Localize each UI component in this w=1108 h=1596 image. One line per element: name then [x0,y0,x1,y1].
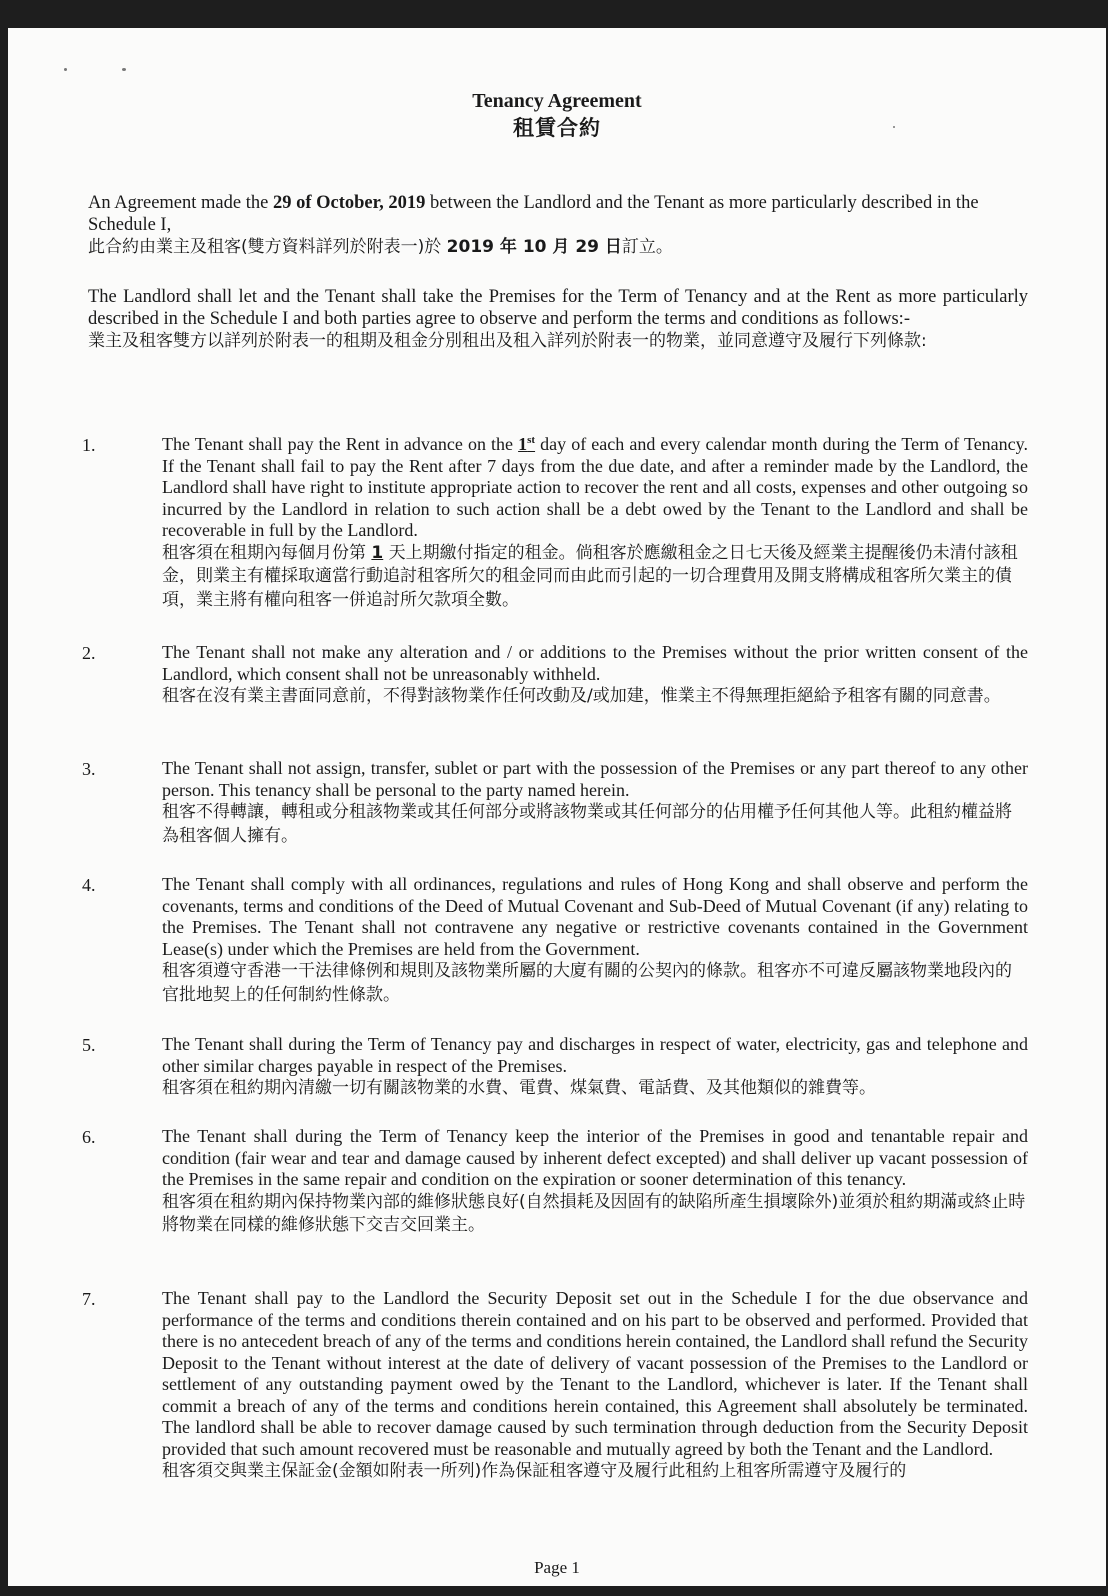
clause-number: 7. [82,1289,96,1309]
intro-paragraph-2 [88,286,1028,353]
clause-body [162,1126,1028,1238]
agreement-date: 29 of October, 2019 [272,193,426,213]
clause-text-en: The Tenant shall pay to the Landlord the Security Deposit set out in the Schedule I for the due observance and performance of the terms and conditions therein contained and on his part to be observed and performed. Provided that there is no antecedent breach of any of the terms and conditions herein contained, the Landlord shall refund the Security Deposit to the Tenant without interest at the date of delivery of vacant possession of the Premises to the Landlord or settlement of any outstanding payment owed by the Tenant to the Landlord, whichever is later. If the Tenant shall commit a breach of any of the terms and conditions herein contained, this Agreement shall absolutely be terminated. The landlord shall be able to recover damage caused by such termination through deduction from the Security Deposit provided that such amount recovered must be reasonable and mutually agreed by both the Tenant and the Landlord. [162,1288,1028,1459]
clause-text-zh [162,542,1028,613]
clause-1 [82,434,1028,612]
intro-paragraph-1 [88,192,1028,259]
clause-body [162,1034,1028,1101]
clause-body [162,1288,1028,1484]
clause-body [162,874,1028,1007]
intro-paragraph-2-en: The Landlord shall let and the Tenant shall take the Premises for the Term of Tenancy and at the Rent as more particularly described in the Schedule I and both parties agree to observe and perform the terms and conditions as follows:- [88,287,1028,329]
clause-text-zh: 租客須遵守香港一干法律條例和規則及該物業所屬的大廈有關的公契內的條款。租客亦不可違反屬該物業地段內的官批地契上的任何制約性條款。 [162,961,1012,1005]
clause-3 [82,758,1028,848]
clause-text-zh: 租客須在租約期內保持物業內部的維修狀態良好(自然損耗及因固有的缺陷所產生損壞除外)並須於租約期滿或終止時將物業在同樣的維修狀態下交吉交回業主。 [162,1191,1026,1235]
clause-text-zh: 天上期繳付指定的租金。倘租客於應繳租金之日七天後及經業主提醒後仍未清付該租金，則業主有權採取適當行動追討租客所欠的租金同而由此而引起的一切合理費用及開支將構成租客所欠業主的債項，業主將有權向租客一併追討所欠款項全數。 [162,542,1018,610]
clause-text-en: The Tenant shall during the Term of Tenancy keep the interior of the Premises in good and tenantable repair and condition (fair wear and tear and damage caused by inherent defect excepted) and shall deliver up vacant possession of the Premises in the same repair and condition on the expiration or sooner determination of this tenancy. [162,1126,1028,1189]
clause-number: 6. [82,1127,96,1147]
intro-text-zh: 訂立。 [621,237,673,257]
clause-body [162,642,1028,709]
clause-number: 5. [82,1035,96,1055]
intro-text-zh: 此合約由業主及租客(雙方資料詳列於附表一)於 [88,237,447,257]
clause-text-zh: 租客須在租約期內清繳一切有關該物業的水費、電費、煤氣費、電話費、及其他類似的雜費等。 [162,1078,876,1098]
scan-speck [122,68,126,71]
clause-text: day of each and every calendar month during the Term of Tenancy. If the Tenant shall fail to pay the Rent after 7 days from the due date, and after a reminder made by the Landlord, the Landlord shall have right to institute appropriate action to recover the rent and all costs, expenses and other outgoing so incurred by the Landlord in relation to such action shall be a debt owed by the Tenant to the Landlord and shall be recoverable in full by the Landlord. [162,434,1028,540]
clause-text-zh: 租客須交與業主保証金(金額如附表一所列)作為保証租客遵守及履行此租約上租客所需遵守及履行的 [162,1461,907,1481]
clause-number: 1. [82,435,96,455]
clause-text-en [162,434,1028,542]
clause-text-zh: 租客不得轉讓，轉租或分租該物業或其任何部分或將該物業或其任何部分的佔用權予任何其他人等。此租約權益將為租客個人擁有。 [162,802,1012,846]
clause-text: The Tenant shall pay the Rent in advance on the [162,434,519,454]
intro-text: An Agreement made the [88,193,273,213]
clause-text-en: The Tenant shall comply with all ordinances, regulations and rules of Hong Kong and shall observe and perform the covenants, terms and conditions of the Deed of Mutual Covenant and Sub-Deed of Mutual Covenant (if any) relating to the Premises. The Tenant shall not contravene any negative or restrictive covenants contained in the Government Lease(s) under which the Premises are held from the Government. [162,874,1028,959]
clause-text-zh: 租客須在租期內每個月份第 [162,542,372,563]
intro-paragraph-2-zh: 業主及租客雙方以詳列於附表一的租期及租金分別租出及租入詳列於附表一的物業，並同意遵守及履行下列條款: [88,331,927,351]
intro-text: between the Landlord and the Tenant as more particularly described in the Schedule I, [88,193,979,235]
clause-text-zh: 租客在沒有業主書面同意前，不得對該物業作任何改動及/或加建，惟業主不得無理拒絕給予租客有關的同意書。 [162,686,1001,706]
clause-2 [82,642,1028,709]
title-english: Tenancy Agreement [472,90,642,112]
scan-speck [64,68,67,71]
document-title [8,88,1106,142]
clause-4 [82,874,1028,1007]
clause-6 [82,1126,1028,1238]
clause-text-en: The Tenant shall not make any alteration and / or additions to the Premises without the prior written consent of the Landlord, which consent shall not be unreasonably withheld. [162,642,1028,684]
title-chinese: 租賃合約 [513,116,601,140]
intro-paragraph-1-en [88,192,1028,236]
intro-paragraph-1-zh [88,236,1028,259]
clause-number: 3. [82,759,96,779]
page-number: Page 1 [534,1558,580,1577]
rent-day [518,434,535,454]
document-page [8,28,1106,1586]
clause-number: 4. [82,875,96,895]
clause-text-en: The Tenant shall not assign, transfer, sublet or part with the possession of the Premises or any part thereof to any other person. This tenancy shall be personal to the party named herein. [162,758,1028,800]
clause-body [162,434,1028,612]
clause-number: 2. [82,643,96,663]
clause-5 [82,1034,1028,1101]
clause-7 [82,1288,1028,1484]
rent-day-suffix: st [527,434,536,446]
rent-day-zh: 1 [371,542,384,563]
clause-body [162,758,1028,848]
agreement-date-zh: 2019 年 10 月 29 日 [446,237,622,257]
rent-day-number: 1 [518,434,528,454]
clause-text-en: The Tenant shall during the Term of Tenancy pay and discharges in respect of water, electricity, gas and telephone and other similar charges payable in respect of the Premises. [162,1034,1028,1076]
